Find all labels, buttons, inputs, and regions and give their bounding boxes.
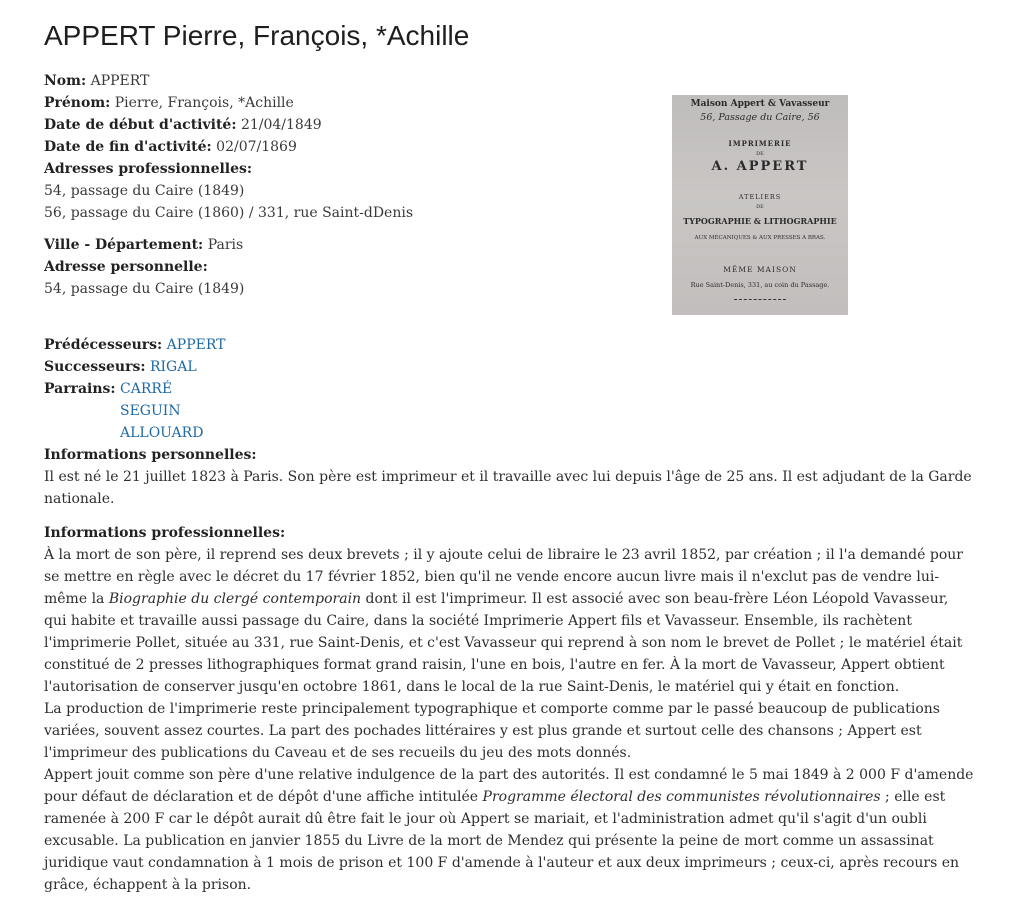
infos-pro-paragraph-1 (44, 544, 974, 698)
parrain-item (44, 422, 974, 444)
infos-perso-text: Il est né le 21 juillet 1823 à Paris. Son père est imprimeur et il travaille avec lui depuis l'âge de 25 ans. Il est adjudant de la Garde nationale. (44, 469, 972, 507)
field-label: Prédécesseurs: (44, 337, 163, 353)
field-label: Ville - Département: (44, 237, 204, 253)
field-value: 21/04/1849 (240, 117, 322, 133)
field-label: Prénom: (44, 95, 111, 111)
card-line: DE (756, 204, 764, 210)
link-parrain[interactable]: CARRÉ (120, 381, 173, 397)
record-content (44, 70, 974, 896)
field-nom (44, 70, 974, 92)
field-value: 02/07/1869 (216, 139, 297, 155)
parrain-item (44, 400, 974, 422)
field-parrains (44, 378, 974, 400)
link-parrain[interactable]: ALLOUARD (120, 425, 204, 441)
poster-title: Programme électoral des communistes révolutionnaires (482, 789, 881, 805)
field-adresse-perso-label: Adresse personnelle: (44, 259, 208, 275)
field-date-fin (44, 136, 974, 158)
field-successeurs (44, 356, 974, 378)
link-predecesseur[interactable]: APPERT (166, 337, 226, 353)
field-value: APPERT (90, 73, 150, 89)
card-line: DE (756, 151, 764, 157)
card-line: A. APPERT (711, 159, 809, 174)
field-label: Parrains: (44, 381, 116, 397)
address-line: 54, passage du Caire (1849) (44, 183, 245, 199)
field-label: Date de début d'activité: (44, 117, 237, 133)
card-line: MÊME MAISON (723, 265, 797, 274)
address-line: 56, passage du Caire (1860) / 331, rue Saint-dDenis (44, 205, 414, 221)
text-run: ; elle est ramenée à 200 F car le dépôt aurait dû être fait le jour où Appert se mariait, et l'administration admet qu'il s'agit d'un oubli excusable. La publication en janvier 1855 du Livre de la mort de Mendez qui présente la peine de mort comme un assassinat juridique vaut condamnation à 1 mois de prison et 100 F d'amende à l'auteur et aux deux imprimeurs ; ceux-ci, après recours en grâce, échappent à la prison. (44, 789, 960, 893)
field-label: Nom: (44, 73, 87, 89)
field-value: Pierre, François, *Achille (114, 95, 294, 111)
address-line: 54, passage du Caire (1849) (44, 281, 245, 297)
card-line: Maison Appert & Vavasseur (690, 99, 830, 109)
link-parrain[interactable]: SEGUIN (120, 403, 181, 419)
card-line: TYPOGRAPHIE & LITHOGRAPHIE (683, 216, 837, 226)
text-run: dont il est l'imprimeur. Il est associé avec son beau-frère Léon Léopold Vavasseur, qui habite et travaille aussi passage du Caire, dans la société Imprimerie Appert fils et Vavasseur. Ensemble, ils rachètent l'imprimerie Pollet, située au 331, rue Saint-Denis, et c'est Vavasseur qui reprend à son nom le brevet de Pollet ; le matériel était constitué de 2 presses lithographiques format grand raisin, l'une en bois, l'autre en fer. À la mort de Vavasseur, Appert obtient l'autorisation de conserver jusqu'en octobre 1861, dans le local de la rue Saint-Denis, le matériel qui y était en fonction. (44, 591, 963, 695)
link-successeur[interactable]: RIGAL (149, 359, 197, 375)
book-title: Biographie du clergé contemporain (108, 591, 362, 607)
field-adresses-pro-label: Adresses professionnelles: (44, 161, 253, 177)
card-line: IMPRIMERIE (728, 139, 792, 148)
field-ville (44, 234, 974, 256)
page-title: APPERT Pierre, François, *Achille (44, 20, 470, 51)
field-label: Date de fin d'activité: (44, 139, 212, 155)
field-prenom (44, 92, 974, 114)
infos-pro-label: Informations professionnelles: (44, 525, 286, 541)
text-run: À la mort de son père, il reprend ses deux brevets ; il y ajoute celui de libraire le 23 avril 1852, par création ; il l'a demandé pour se mettre en règle avec le décret du 17 février 1852, bien qu'il ne vende encore aucun livre mais il n'exclut pas de vendre lui-même la (44, 547, 963, 607)
field-value: Paris (207, 237, 244, 253)
card-line: 56, Passage du Caire, 56 (700, 112, 820, 123)
card-line: ATELIERS (738, 193, 782, 201)
card-line: Rue Saint-Denis, 331, au coin du Passage. (690, 281, 830, 289)
infos-pro-paragraph-3 (44, 764, 974, 896)
text-run: Appert jouit comme son père d'une relative indulgence de la part des autorités. Il est condamné le 5 mai 1849 à 2 000 F d'amende pour défaut de déclaration et de dépôt d'une affiche intitulée (44, 767, 974, 805)
field-date-debut (44, 114, 974, 136)
infos-pro-paragraph-2: La production de l'imprimerie reste principalement typographique et comporte comme par le passé beaucoup de publications variées, souvent assez courtes. La part des pochades littéraires y est plus grande et surtout celle des chansons ; Appert est l'imprimeur des publications du Caveau et de ses recueils du jeu des mots donnés. (44, 701, 940, 761)
card-line: AUX MÉCANIQUES & AUX PRESSES A BRAS. (694, 235, 826, 241)
field-label: Successeurs: (44, 359, 146, 375)
infos-perso-label: Informations personnelles: (44, 447, 257, 463)
field-predecesseurs (44, 334, 974, 356)
